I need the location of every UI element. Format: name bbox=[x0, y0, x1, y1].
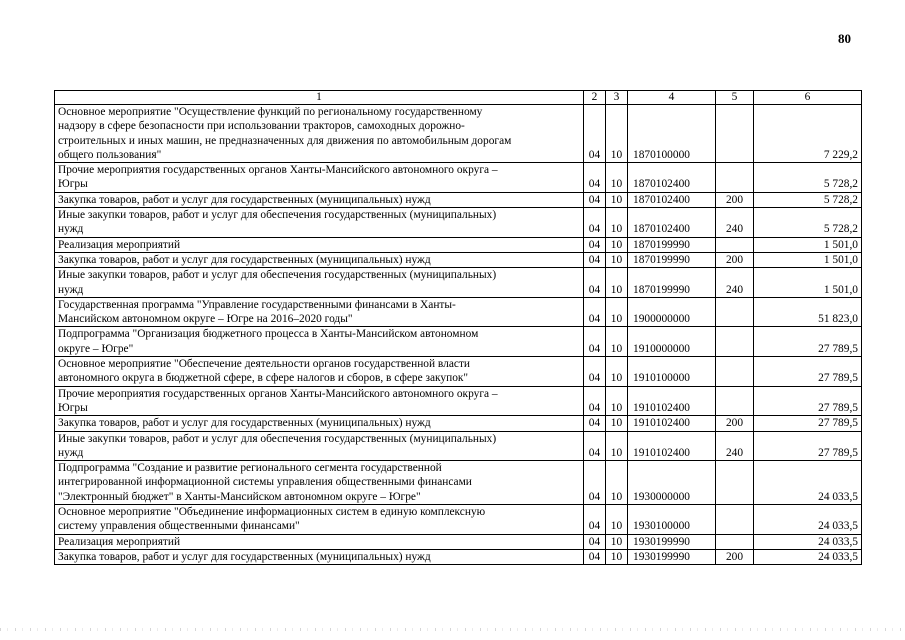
cell-expense-type: 200 bbox=[716, 192, 754, 207]
budget-table bbox=[54, 90, 862, 565]
cell-subsection: 10 bbox=[606, 297, 628, 327]
cell-section: 04 bbox=[584, 105, 606, 163]
cell-name: Основное мероприятие "Обеспечение деятельности органов государственной власти автономного округа в бюджетной сфере, в сфере налогов и сборов, в сфере закупок" bbox=[55, 357, 584, 387]
cell-amount: 5 728,2 bbox=[754, 163, 862, 193]
cell-subsection: 10 bbox=[606, 416, 628, 431]
cell-name: Прочие мероприятия государственных органов Ханты-Мансийского автономного округа – Югры bbox=[55, 386, 584, 416]
cell-target-article: 1870100000 bbox=[628, 105, 716, 163]
cell-expense-type bbox=[716, 505, 754, 535]
header-col-1: 1 bbox=[55, 91, 584, 105]
table-row bbox=[55, 357, 862, 387]
cell-name: Закупка товаров, работ и услуг для государственных (муниципальных) нужд bbox=[55, 416, 584, 431]
cell-section: 04 bbox=[584, 386, 606, 416]
cell-amount: 24 033,5 bbox=[754, 505, 862, 535]
cell-target-article: 1870102400 bbox=[628, 208, 716, 238]
cell-subsection: 10 bbox=[606, 549, 628, 564]
cell-section: 04 bbox=[584, 327, 606, 357]
cell-section: 04 bbox=[584, 431, 606, 461]
table-row bbox=[55, 431, 862, 461]
cell-expense-type bbox=[716, 327, 754, 357]
table-row bbox=[55, 192, 862, 207]
cell-expense-type: 240 bbox=[716, 208, 754, 238]
cell-target-article: 1910000000 bbox=[628, 327, 716, 357]
table-row bbox=[55, 549, 862, 564]
header-col-2: 2 bbox=[584, 91, 606, 105]
cell-subsection: 10 bbox=[606, 386, 628, 416]
cell-name: Подпрограмма "Создание и развитие регионального сегмента государственной интегрированной информационной системы управления общественными финансами "Электронный бюджет" в Ханты-Мансийском автономном округе – Югре" bbox=[55, 461, 584, 505]
cell-section: 04 bbox=[584, 237, 606, 252]
cell-amount: 5 728,2 bbox=[754, 208, 862, 238]
table-row bbox=[55, 297, 862, 327]
cell-section: 04 bbox=[584, 268, 606, 298]
cell-target-article: 1910102400 bbox=[628, 416, 716, 431]
cell-amount: 27 789,5 bbox=[754, 416, 862, 431]
cell-amount: 24 033,5 bbox=[754, 534, 862, 549]
cell-target-article: 1910100000 bbox=[628, 357, 716, 387]
table-row bbox=[55, 252, 862, 267]
cell-section: 04 bbox=[584, 416, 606, 431]
page-number: 80 bbox=[838, 31, 851, 46]
cell-target-article: 1870199990 bbox=[628, 268, 716, 298]
cell-subsection: 10 bbox=[606, 208, 628, 238]
cell-name: Подпрограмма "Организация бюджетного процесса в Ханты-Мансийском автономном округе – Югре" bbox=[55, 327, 584, 357]
cell-expense-type bbox=[716, 534, 754, 549]
table-row bbox=[55, 386, 862, 416]
scan-artifact bbox=[0, 628, 905, 631]
cell-section: 04 bbox=[584, 505, 606, 535]
cell-subsection: 10 bbox=[606, 237, 628, 252]
cell-subsection: 10 bbox=[606, 357, 628, 387]
cell-expense-type: 240 bbox=[716, 268, 754, 298]
cell-subsection: 10 bbox=[606, 505, 628, 535]
cell-expense-type bbox=[716, 386, 754, 416]
header-col-5: 5 bbox=[716, 91, 754, 105]
cell-target-article: 1870199990 bbox=[628, 237, 716, 252]
cell-subsection: 10 bbox=[606, 163, 628, 193]
cell-subsection: 10 bbox=[606, 192, 628, 207]
cell-name: Иные закупки товаров, работ и услуг для обеспечения государственных (муниципальных) нужд bbox=[55, 268, 584, 298]
table-row bbox=[55, 461, 862, 505]
cell-amount: 1 501,0 bbox=[754, 237, 862, 252]
cell-amount: 5 728,2 bbox=[754, 192, 862, 207]
cell-subsection: 10 bbox=[606, 431, 628, 461]
cell-amount: 27 789,5 bbox=[754, 357, 862, 387]
cell-target-article: 1870102400 bbox=[628, 192, 716, 207]
cell-section: 04 bbox=[584, 534, 606, 549]
cell-expense-type: 200 bbox=[716, 549, 754, 564]
table-row bbox=[55, 163, 862, 193]
cell-amount: 24 033,5 bbox=[754, 549, 862, 564]
cell-target-article: 1930100000 bbox=[628, 505, 716, 535]
cell-expense-type bbox=[716, 461, 754, 505]
cell-section: 04 bbox=[584, 461, 606, 505]
cell-amount: 1 501,0 bbox=[754, 268, 862, 298]
cell-name: Реализация мероприятий bbox=[55, 534, 584, 549]
cell-target-article: 1930000000 bbox=[628, 461, 716, 505]
cell-name: Основное мероприятие "Осуществление функций по региональному государственному надзору в сфере безопасности при использовании тракторов, самоходных дорожно- строительных и иных машин, не предназначенных для движения по автомобильным дорогам общего пользования" bbox=[55, 105, 584, 163]
table-row bbox=[55, 105, 862, 163]
cell-subsection: 10 bbox=[606, 105, 628, 163]
cell-name: Иные закупки товаров, работ и услуг для обеспечения государственных (муниципальных) нужд bbox=[55, 431, 584, 461]
header-row bbox=[55, 91, 862, 105]
header-col-4: 4 bbox=[628, 91, 716, 105]
cell-subsection: 10 bbox=[606, 252, 628, 267]
cell-expense-type: 200 bbox=[716, 416, 754, 431]
cell-section: 04 bbox=[584, 208, 606, 238]
cell-target-article: 1900000000 bbox=[628, 297, 716, 327]
header-col-6: 6 bbox=[754, 91, 862, 105]
cell-subsection: 10 bbox=[606, 327, 628, 357]
table-row bbox=[55, 208, 862, 238]
cell-section: 04 bbox=[584, 549, 606, 564]
cell-subsection: 10 bbox=[606, 534, 628, 549]
cell-section: 04 bbox=[584, 192, 606, 207]
cell-target-article: 1870199990 bbox=[628, 252, 716, 267]
cell-section: 04 bbox=[584, 297, 606, 327]
cell-section: 04 bbox=[584, 357, 606, 387]
cell-section: 04 bbox=[584, 252, 606, 267]
cell-name: Закупка товаров, работ и услуг для государственных (муниципальных) нужд bbox=[55, 192, 584, 207]
cell-name: Иные закупки товаров, работ и услуг для обеспечения государственных (муниципальных) нужд bbox=[55, 208, 584, 238]
cell-name: Закупка товаров, работ и услуг для государственных (муниципальных) нужд bbox=[55, 549, 584, 564]
cell-name: Государственная программа "Управление государственными финансами в Ханты- Мансийском автономном округе – Югре на 2016–2020 годы" bbox=[55, 297, 584, 327]
cell-expense-type: 240 bbox=[716, 431, 754, 461]
cell-name: Прочие мероприятия государственных органов Ханты-Мансийского автономного округа – Югры bbox=[55, 163, 584, 193]
cell-amount: 51 823,0 bbox=[754, 297, 862, 327]
cell-name: Основное мероприятие "Объединение информационных систем в единую комплексную систему управления общественными финансами" bbox=[55, 505, 584, 535]
cell-target-article: 1930199990 bbox=[628, 534, 716, 549]
header-col-3: 3 bbox=[606, 91, 628, 105]
cell-expense-type bbox=[716, 357, 754, 387]
cell-target-article: 1870102400 bbox=[628, 163, 716, 193]
table-row bbox=[55, 416, 862, 431]
cell-expense-type bbox=[716, 105, 754, 163]
cell-expense-type bbox=[716, 163, 754, 193]
table-row bbox=[55, 327, 862, 357]
cell-amount: 27 789,5 bbox=[754, 327, 862, 357]
cell-target-article: 1910102400 bbox=[628, 431, 716, 461]
cell-section: 04 bbox=[584, 163, 606, 193]
cell-name: Закупка товаров, работ и услуг для государственных (муниципальных) нужд bbox=[55, 252, 584, 267]
cell-amount: 27 789,5 bbox=[754, 431, 862, 461]
cell-amount: 1 501,0 bbox=[754, 252, 862, 267]
cell-subsection: 10 bbox=[606, 461, 628, 505]
cell-target-article: 1930199990 bbox=[628, 549, 716, 564]
cell-expense-type: 200 bbox=[716, 252, 754, 267]
cell-target-article: 1910102400 bbox=[628, 386, 716, 416]
table-body bbox=[55, 105, 862, 565]
cell-amount: 27 789,5 bbox=[754, 386, 862, 416]
cell-amount: 7 229,2 bbox=[754, 105, 862, 163]
table-row bbox=[55, 534, 862, 549]
table-row bbox=[55, 268, 862, 298]
cell-expense-type bbox=[716, 297, 754, 327]
table-row bbox=[55, 237, 862, 252]
cell-name: Реализация мероприятий bbox=[55, 237, 584, 252]
cell-subsection: 10 bbox=[606, 268, 628, 298]
cell-expense-type bbox=[716, 237, 754, 252]
cell-amount: 24 033,5 bbox=[754, 461, 862, 505]
table-row bbox=[55, 505, 862, 535]
